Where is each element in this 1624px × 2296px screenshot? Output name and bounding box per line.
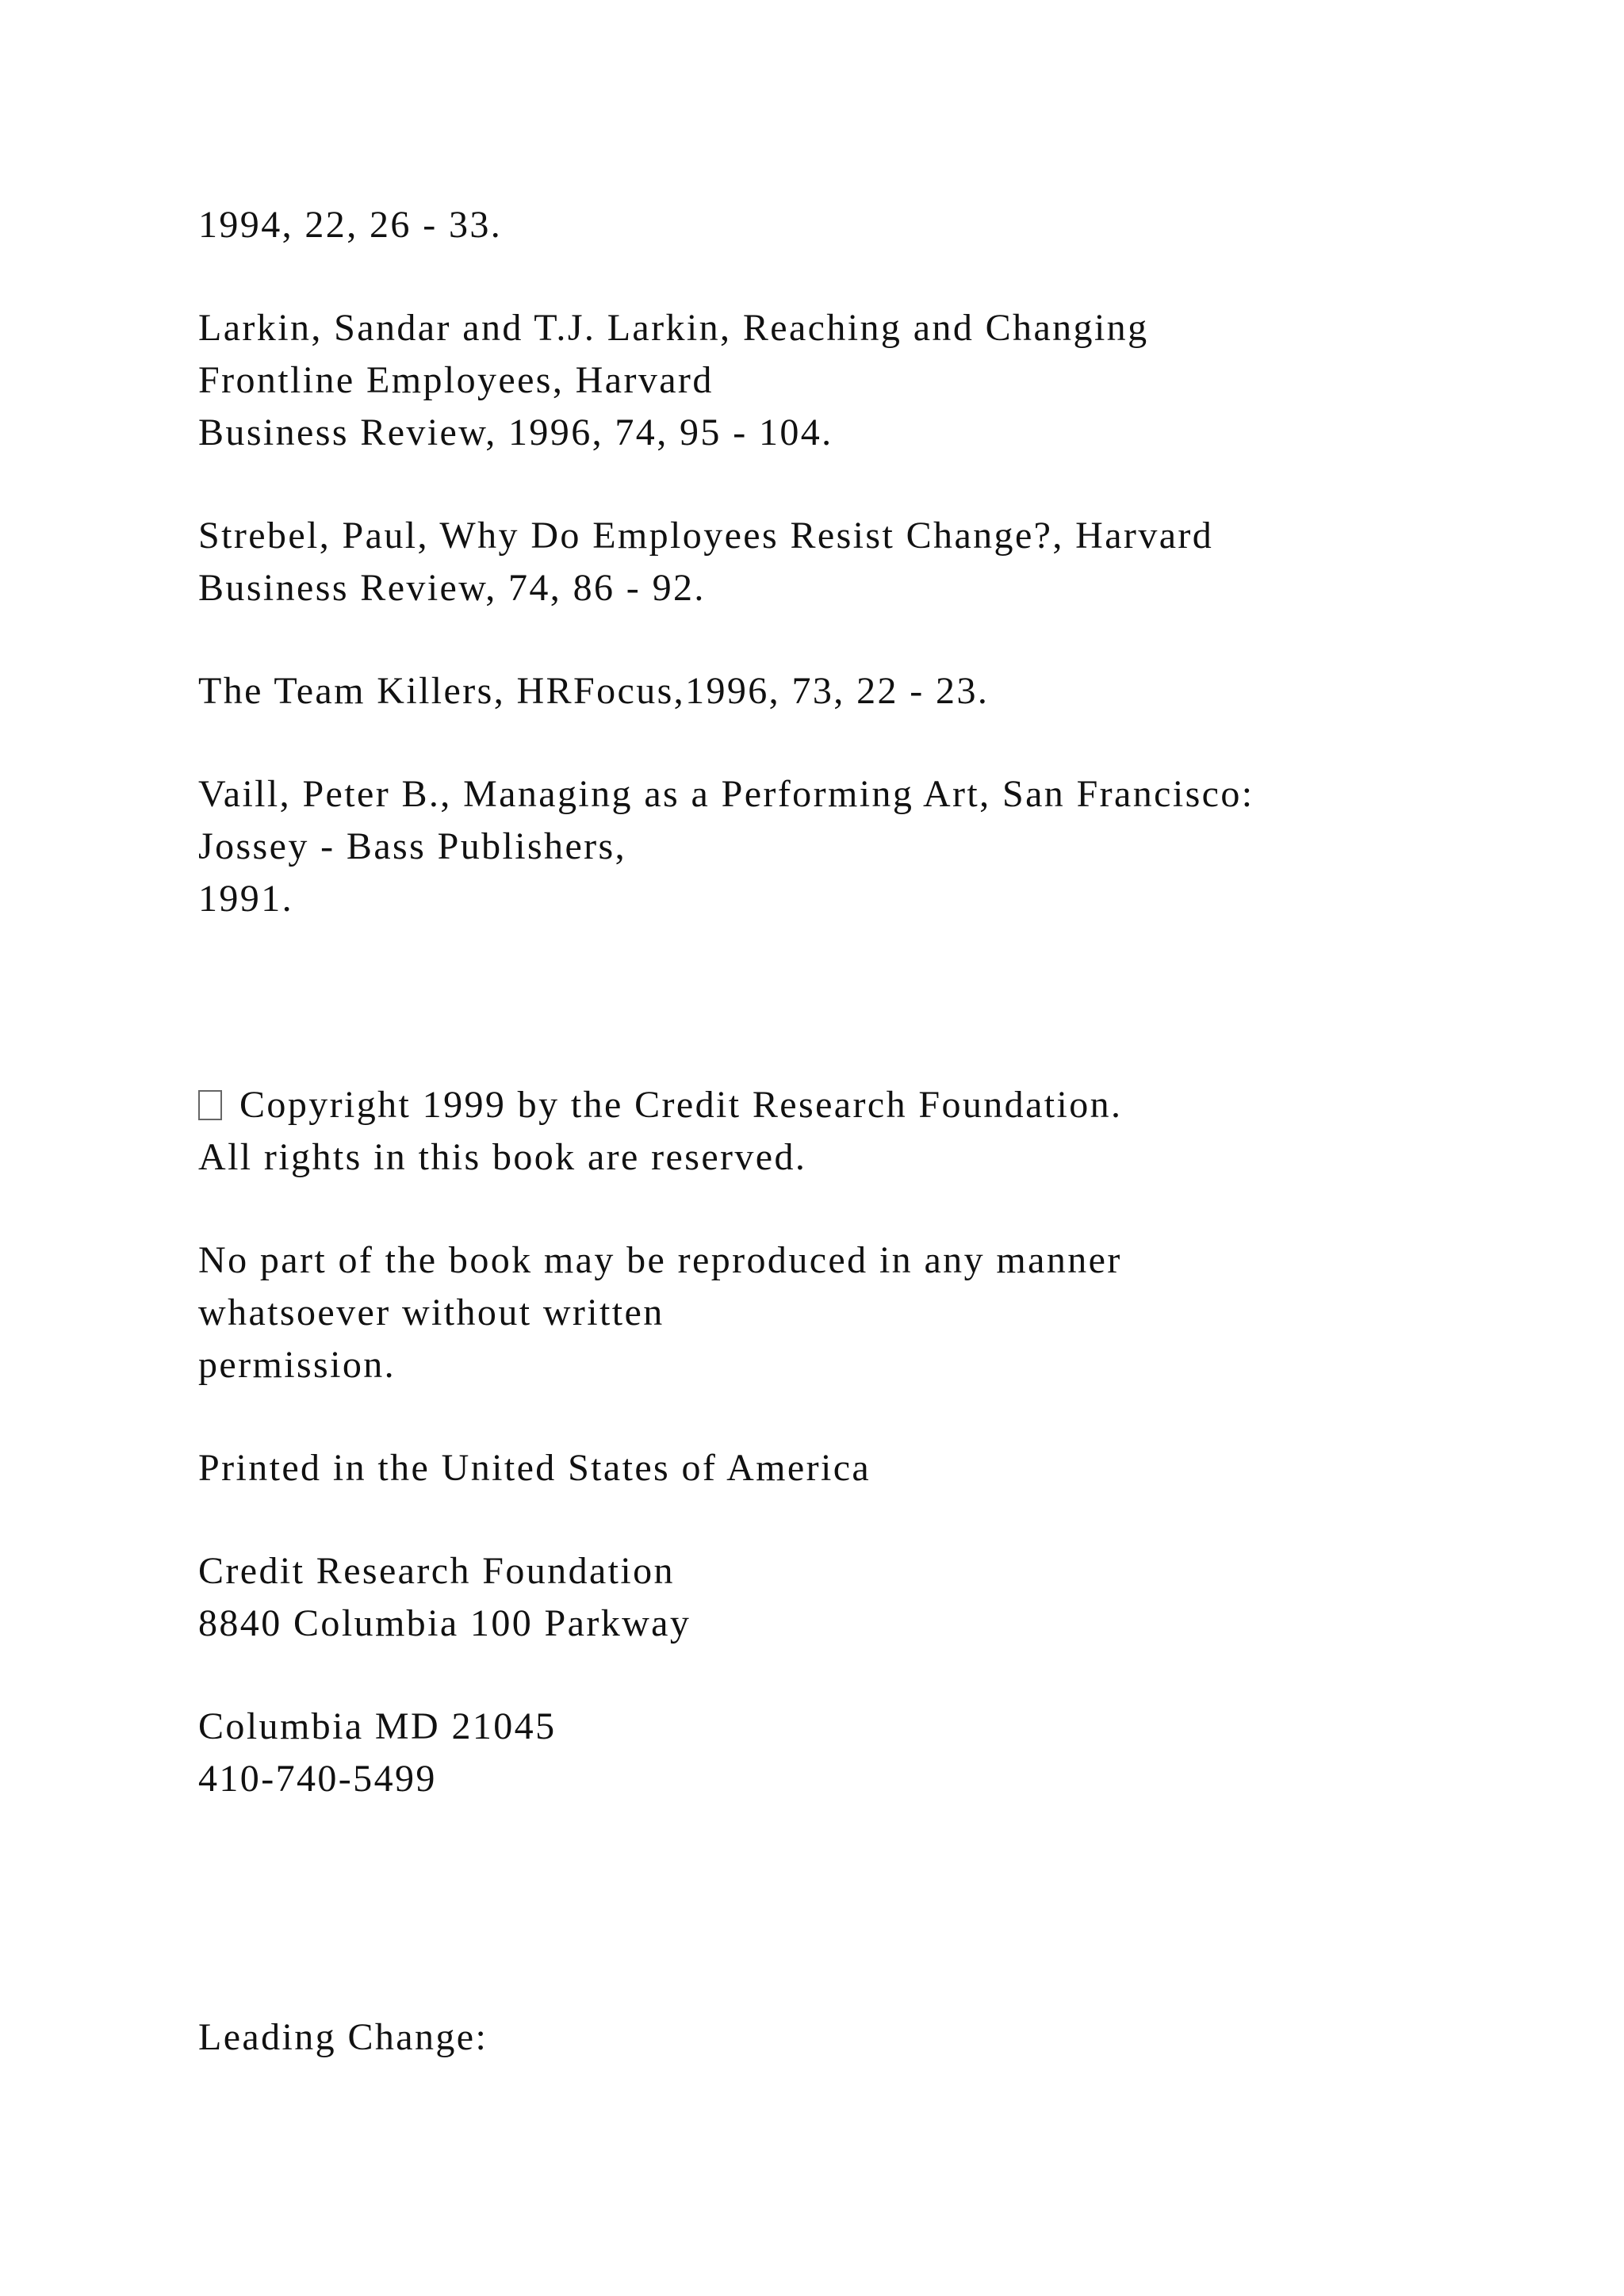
reference-team-killers: The Team Killers, HRFocus,1996, 73, 22 - 23. xyxy=(198,670,990,712)
reference-strebel-line-2: Business Review, 74, 86 - 92. xyxy=(198,567,706,609)
reference-continuation: 1994, 22, 26 - 33. xyxy=(198,204,503,246)
address-organization: Credit Research Foundation xyxy=(198,1550,675,1592)
permission-line-2: whatsoever without written xyxy=(198,1292,665,1334)
reference-vaill-line-1: Vaill, Peter B., Managing as a Performing Art, San Francisco: xyxy=(198,773,1254,815)
reference-vaill-line-3: 1991. xyxy=(198,878,293,920)
section-heading: Leading Change: xyxy=(198,2016,488,2058)
copyright-text: Copyright 1999 by the Credit Research Foundation. xyxy=(239,1084,1123,1126)
printed-in: Printed in the United States of America xyxy=(198,1447,871,1489)
permission-line-1: No part of the book may be reproduced in any manner xyxy=(198,1239,1122,1281)
missing-glyph-icon xyxy=(198,1090,222,1120)
reference-larkin-line-2: Frontline Employees, Harvard xyxy=(198,359,714,401)
address-phone: 410-740-5499 xyxy=(198,1758,437,1800)
copyright-line xyxy=(198,1081,1122,1129)
rights-reserved: All rights in this book are reserved. xyxy=(198,1136,807,1178)
reference-strebel-line-1: Strebel, Paul, Why Do Employees Resist Change?, Harvard xyxy=(198,515,1214,557)
reference-larkin-line-3: Business Review, 1996, 74, 95 - 104. xyxy=(198,411,833,453)
address-street: 8840 Columbia 100 Parkway xyxy=(198,1602,691,1644)
address-city: Columbia MD 21045 xyxy=(198,1705,557,1747)
permission-line-3: permission. xyxy=(198,1344,396,1386)
reference-vaill-line-2: Jossey - Bass Publishers, xyxy=(198,825,627,867)
reference-larkin-line-1: Larkin, Sandar and T.J. Larkin, Reaching and Changing xyxy=(198,307,1149,349)
